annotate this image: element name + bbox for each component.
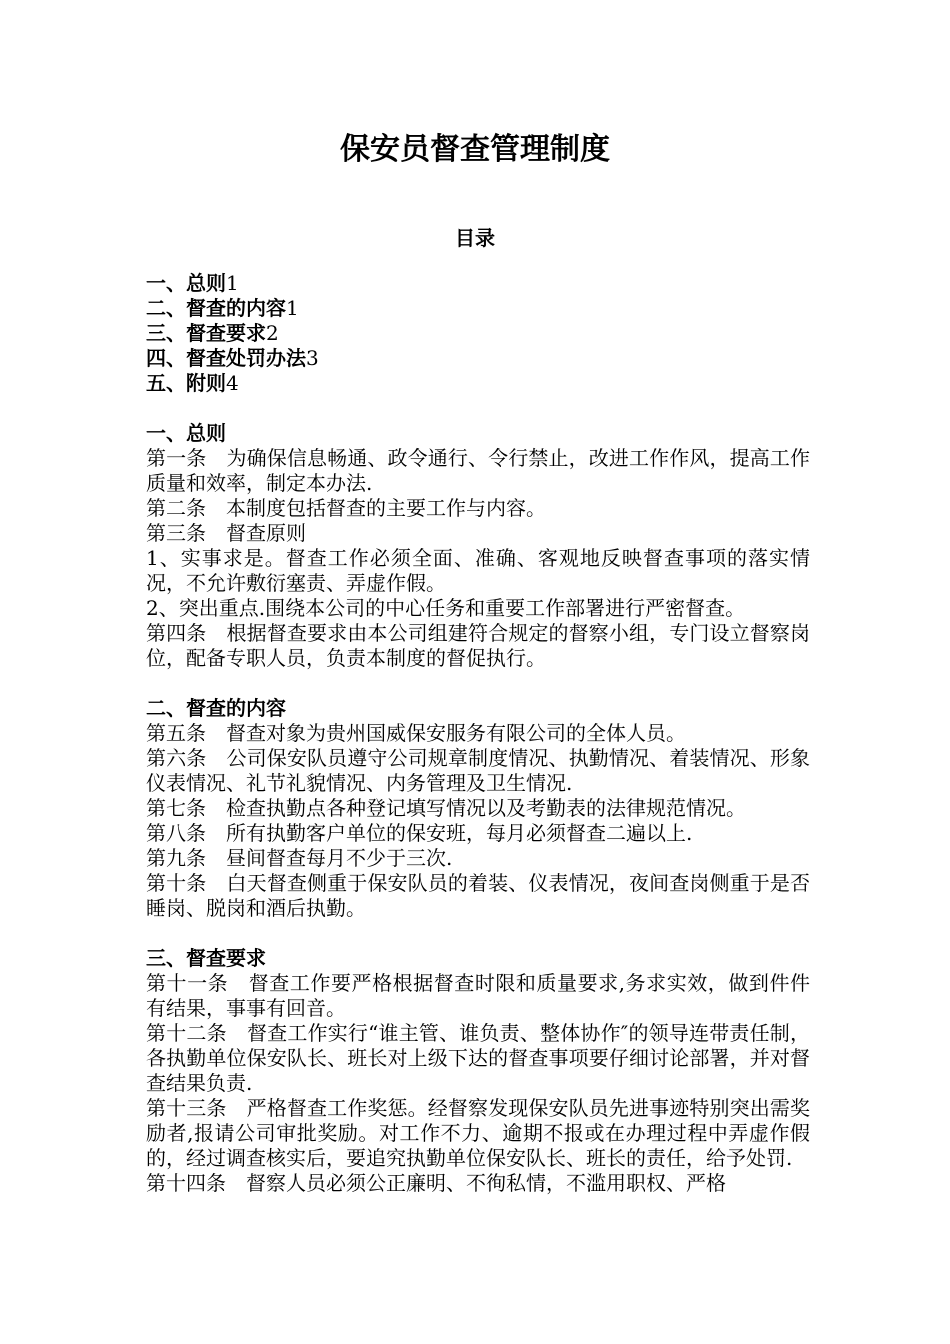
toc-item[interactable]	[146, 271, 816, 296]
section-heading: 三、督查要求	[146, 946, 266, 970]
article-paragraph: 第十条 白天督查侧重于保安队员的着装、仪表情况，夜间查岗侧重于是否睡岗、脱岗和酒后执勤。	[146, 871, 810, 920]
section-spacer	[146, 921, 810, 946]
article-paragraph: 第三条 督查原则	[146, 521, 306, 545]
article-paragraph: 第十一条 督查工作要严格根据督查时限和质量要求,务求实效，做到件件有结果，事事有回音。	[146, 971, 810, 1020]
section-heading: 一、总则	[146, 421, 226, 445]
article-paragraph: 第八条 所有执勤客户单位的保安班，每月必须督查二遍以上.	[146, 821, 693, 845]
article-paragraph: 第六条 公司保安队员遵守公司规章制度情况、执勤情况、着装情况、形象仪表情况、礼节礼貌情况、内务管理及卫生情况.	[146, 746, 810, 795]
document-body	[146, 421, 810, 1196]
article-paragraph: 1、实事求是。督查工作必须全面、准确、客观地反映督查事项的落实情况，不允许敷衍塞责、弄虚作假。	[146, 546, 810, 595]
article-paragraph: 第九条 昼间督查每月不少于三次.	[146, 846, 453, 870]
toc-item-page: 3	[306, 346, 319, 370]
toc-item[interactable]	[146, 346, 816, 371]
article-paragraph: 第十三条 严格督查工作奖惩。经督察发现保安队员先进事迹特别突出需奖励者,报请公司审批奖励。对工作不力、逾期不报或在办理过程中弄虚作假的，经过调查核实后，要追究执勤单位保安队长、班长的责任，给予处罚.	[146, 1096, 810, 1170]
toc-item-page: 1	[226, 271, 239, 295]
toc-heading: 目录	[455, 226, 495, 250]
toc-item-page: 4	[226, 371, 239, 395]
toc-item-page: 2	[266, 321, 279, 345]
article-paragraph: 第二条 本制度包括督查的主要工作与内容。	[146, 496, 546, 520]
toc-item-label: 三、督查要求	[146, 321, 266, 345]
toc-item[interactable]	[146, 371, 816, 396]
article-paragraph: 第四条 根据督查要求由本公司组建符合规定的督察小组，专门设立督察岗位，配备专职人员，负责本制度的督促执行。	[146, 621, 810, 670]
article-paragraph: 第七条 检查执勤点各种登记填写情况以及考勤表的法律规范情况。	[146, 796, 746, 820]
article-paragraph: 第十四条 督察人员必须公正廉明、不徇私情，不滥用职权、严格	[146, 1171, 726, 1195]
toc-item-page: 1	[286, 296, 299, 320]
toc-item-label: 五、附则	[146, 371, 226, 395]
toc-item-label: 一、总则	[146, 271, 226, 295]
article-paragraph: 2、突出重点.围绕本公司的中心任务和重要工作部署进行严密督查。	[146, 596, 746, 620]
article-paragraph: 第一条 为确保信息畅通、政令通行、令行禁止，改进工作作风，提高工作质量和效率，制定本办法.	[146, 446, 810, 495]
document-title: 保安员督查管理制度	[340, 132, 610, 167]
toc-item-label: 四、督查处罚办法	[146, 346, 306, 370]
article-paragraph: 第五条 督查对象为贵州国威保安服务有限公司的全体人员。	[146, 721, 686, 745]
toc-item-label: 二、督查的内容	[146, 296, 286, 320]
section-spacer	[146, 671, 810, 696]
article-paragraph: 第十二条 督查工作实行“谁主管、谁负责、整体协作″的领导连带责任制，各执勤单位保安队长、班长对上级下达的督查事项要仔细讨论部署，并对督查结果负责.	[146, 1021, 810, 1095]
section-heading: 二、督查的内容	[146, 696, 286, 720]
toc-item[interactable]	[146, 296, 816, 321]
toc-item[interactable]	[146, 321, 816, 346]
table-of-contents	[146, 271, 816, 396]
